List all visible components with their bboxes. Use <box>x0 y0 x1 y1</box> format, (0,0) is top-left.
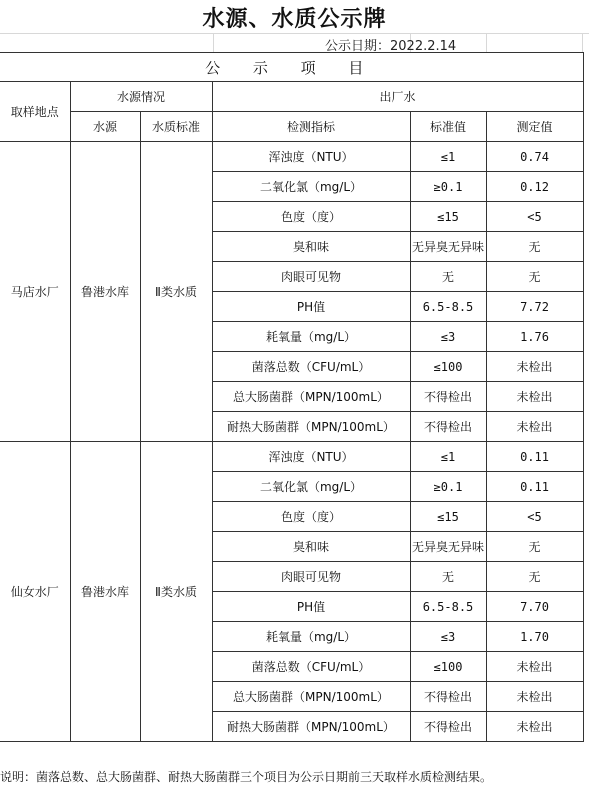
limit-cell: 不得检出 <box>410 382 486 412</box>
limit-cell: 不得检出 <box>410 712 486 742</box>
measured-cell: <5 <box>486 202 583 232</box>
indicator-cell: 二氧化氯（mg/L） <box>212 172 410 202</box>
indicator-cell: 耐热大肠菌群（MPN/100mL） <box>212 712 410 742</box>
indicator-cell: 色度（度） <box>212 202 410 232</box>
measured-cell: <5 <box>486 502 583 532</box>
table-row <box>0 442 583 472</box>
limit-cell: ≤100 <box>410 652 486 682</box>
indicator-cell: 耗氧量（mg/L） <box>212 622 410 652</box>
limit-cell: ≤15 <box>410 202 486 232</box>
indicator-cell: 浑浊度（NTU） <box>212 442 410 472</box>
limit-cell: 6.5-8.5 <box>410 292 486 322</box>
sheet-gridline <box>486 33 487 52</box>
title: 水源、水质公示牌 <box>202 7 387 32</box>
footnote: 说明：菌落总数、总大肠菌群、耐热大肠菌群三个项目为公示日期前三天取样水质检测结果。 <box>0 770 493 784</box>
sheet-gridline <box>0 33 589 34</box>
water-standard: Ⅱ类水质 <box>140 442 212 742</box>
limit-cell: ≤100 <box>410 352 486 382</box>
limit-cell: 不得检出 <box>410 412 486 442</box>
indicator-cell: 总大肠菌群（MPN/100mL） <box>212 682 410 712</box>
limit-cell: ≤15 <box>410 502 486 532</box>
indicator-cell: PH值 <box>212 292 410 322</box>
plant-name: 马店水厂 <box>0 142 70 442</box>
indicator-cell: 肉眼可见物 <box>212 562 410 592</box>
banner-cell: 公 示 项 目 <box>0 53 583 82</box>
measured-cell: 7.70 <box>486 592 583 622</box>
measured-cell: 未检出 <box>486 412 583 442</box>
limit-cell: 不得检出 <box>410 682 486 712</box>
measured-cell: 未检出 <box>486 652 583 682</box>
header-row-2 <box>0 112 583 142</box>
indicator-cell: 肉眼可见物 <box>212 262 410 292</box>
measured-cell: 0.11 <box>486 442 583 472</box>
header-source-group: 水源情况 <box>70 82 212 112</box>
indicator-cell: 耗氧量（mg/L） <box>212 322 410 352</box>
measured-cell: 未检出 <box>486 682 583 712</box>
table-row <box>0 142 583 172</box>
header-source: 水源 <box>70 112 140 142</box>
limit-cell: 无 <box>410 562 486 592</box>
header-indicator: 检测指标 <box>212 112 410 142</box>
measured-cell: 未检出 <box>486 712 583 742</box>
indicator-cell: 菌落总数（CFU/mL） <box>212 352 410 382</box>
header-standard: 水质标准 <box>140 112 212 142</box>
measured-cell: 无 <box>486 262 583 292</box>
publish-date: 公示日期：2022.2.14 <box>325 39 457 54</box>
measured-cell: 0.12 <box>486 172 583 202</box>
banner-row <box>0 53 583 82</box>
measured-cell: 0.74 <box>486 142 583 172</box>
header-site: 取样地点 <box>0 82 70 142</box>
measured-cell: 无 <box>486 532 583 562</box>
plant-name: 仙女水厂 <box>0 442 70 742</box>
measured-cell: 1.70 <box>486 622 583 652</box>
limit-cell: ≤3 <box>410 622 486 652</box>
water-source: 鲁港水库 <box>70 442 140 742</box>
header-measured: 测定值 <box>486 112 583 142</box>
water-standard: Ⅱ类水质 <box>140 142 212 442</box>
indicator-cell: PH值 <box>212 592 410 622</box>
limit-cell: ≥0.1 <box>410 172 486 202</box>
limit-cell: ≤3 <box>410 322 486 352</box>
header-row-1 <box>0 82 583 112</box>
limit-cell: 无异臭无异味 <box>410 532 486 562</box>
indicator-cell: 色度（度） <box>212 502 410 532</box>
water-source: 鲁港水库 <box>70 142 140 442</box>
measured-cell: 0.11 <box>486 472 583 502</box>
limit-cell: 无异臭无异味 <box>410 232 486 262</box>
indicator-cell: 菌落总数（CFU/mL） <box>212 652 410 682</box>
measured-cell: 无 <box>486 232 583 262</box>
measured-cell: 未检出 <box>486 382 583 412</box>
measured-cell: 无 <box>486 562 583 592</box>
limit-cell: ≤1 <box>410 442 486 472</box>
sheet-gridline <box>582 33 583 52</box>
water-quality-table <box>0 52 584 742</box>
indicator-cell: 浑浊度（NTU） <box>212 142 410 172</box>
limit-cell: 无 <box>410 262 486 292</box>
limit-cell: 6.5-8.5 <box>410 592 486 622</box>
header-limit: 标准值 <box>410 112 486 142</box>
indicator-cell: 臭和味 <box>212 232 410 262</box>
header-outlet-group: 出厂水 <box>212 82 583 112</box>
sheet-gridline <box>213 33 214 52</box>
indicator-cell: 臭和味 <box>212 532 410 562</box>
limit-cell: ≤1 <box>410 142 486 172</box>
limit-cell: ≥0.1 <box>410 472 486 502</box>
measured-cell: 未检出 <box>486 352 583 382</box>
measured-cell: 7.72 <box>486 292 583 322</box>
indicator-cell: 总大肠菌群（MPN/100mL） <box>212 382 410 412</box>
indicator-cell: 二氧化氯（mg/L） <box>212 472 410 502</box>
indicator-cell: 耐热大肠菌群（MPN/100mL） <box>212 412 410 442</box>
measured-cell: 1.76 <box>486 322 583 352</box>
